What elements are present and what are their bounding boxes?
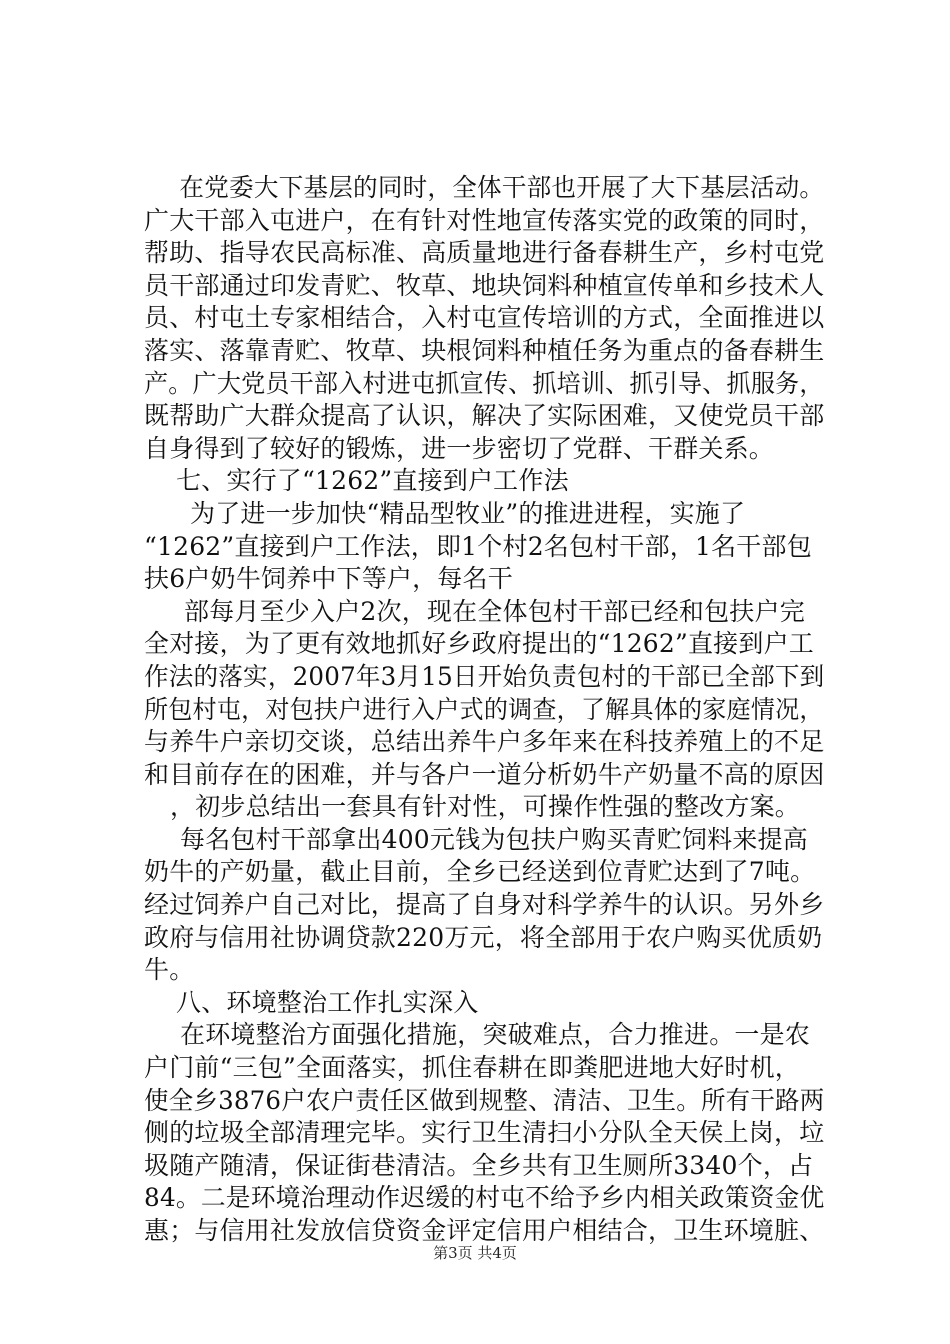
text-line: 在环境整治方面强化措施，突破难点，合力推进。一是农 — [180, 1020, 811, 1050]
text-line: 牛。 — [144, 955, 195, 985]
text-line: 每名包村干部拿出400元钱为包扶户购买青贮饲料来提高 — [180, 824, 808, 854]
page-footer: 第3页 共4页 — [433, 1244, 517, 1262]
text-line: “1262”直接到户工作法，即1个村2名包村干部，1名干部包 — [144, 531, 812, 561]
text-line: 员干部通过印发青贮、牧草、地块饲料种植宣传单和乡技术人 — [144, 270, 825, 300]
text-line: 扶6户奶牛饲养中下等户，每名干 — [144, 564, 513, 594]
text-line: 产。广大党员干部入村进屯抓宣传、抓培训、抓引导、抓服务， — [144, 368, 824, 398]
text-line: ，初步总结出一套具有针对性，可操作性强的整改方案。 — [170, 792, 801, 822]
text-line: 员、村屯土专家相结合，入村屯宣传培训的方式，全面推进以 — [144, 303, 825, 333]
text-line: 84。二是环境治理动作迟缓的村屯不给予乡内相关政策资金优 — [144, 1183, 825, 1213]
document-body — [144, 172, 824, 1248]
text-line: 圾随产随清，保证街巷清洁。全乡共有卫生厕所3340个，占 — [144, 1150, 814, 1180]
text-line: 政府与信用社协调贷款220万元，将全部用于农户购买优质奶 — [144, 922, 823, 952]
text-line: 惠；与信用社发放信贷资金评定信用户相结合，卫生环境脏、 — [144, 1216, 825, 1245]
text-line: 作法的落实，2007年3月15日开始负责包村的干部已全部下到 — [144, 661, 825, 691]
text-line: 自身得到了较好的锻炼，进一步密切了党群、干群关系。 — [144, 433, 775, 463]
text-line: 落实、落靠青贮、牧草、块根饲料种植任务为重点的备春耕生 — [144, 335, 825, 365]
text-line: 与养牛户亲切交谈，总结出养牛户多年来在科技养殖上的不足 — [144, 727, 825, 757]
text-line: 为了进一步加快“精品型牧业”的推进进程，实施了 — [190, 498, 746, 528]
text-line: 经过饲养户自己对比，提高了自身对科学养牛的认识。另外乡 — [144, 890, 825, 920]
text-line: 全对接，为了更有效地抓好乡政府提出的“1262”直接到户工 — [144, 629, 814, 659]
text-line: 既帮助广大群众提高了认识，解决了实际困难，又使党员干部 — [144, 401, 825, 431]
text-line: 使全乡3876户农户责任区做到规整、清洁、卫生。所有干路两 — [144, 1085, 825, 1115]
text-line: 奶牛的产奶量，截止目前，全乡已经送到位青贮达到了7吨。 — [144, 857, 816, 887]
text-line: 户门前“三包”全面落实，抓住春耕在即粪肥进地大好时机， — [144, 1053, 800, 1083]
text-line: 和目前存在的困难，并与各户一道分析奶牛产奶量不高的原因 — [144, 759, 825, 789]
text-line: 七、实行了“1262”直接到户工作法 — [176, 466, 569, 496]
text-line: 帮助、指导农民高标准、高质量地进行备春耕生产，乡村屯党 — [144, 238, 825, 268]
text-line: 广大干部入屯进户，在有针对性地宣传落实党的政策的同时， — [144, 205, 825, 235]
text-line: 侧的垃圾全部清理完毕。实行卫生清扫小分队全天侯上岗，垃 — [144, 1118, 825, 1148]
text-line: 在党委大下基层的同时，全体干部也开展了大下基层活动。 — [179, 173, 825, 202]
text-line: 八、环境整治工作扎实深入 — [176, 987, 479, 1017]
text-line: 所包村屯，对包扶户进行入户式的调查，了解具体的家庭情况， — [144, 694, 824, 724]
text-line: 部每月至少入户2次，现在全体包村干部已经和包扶户完 — [184, 596, 805, 626]
